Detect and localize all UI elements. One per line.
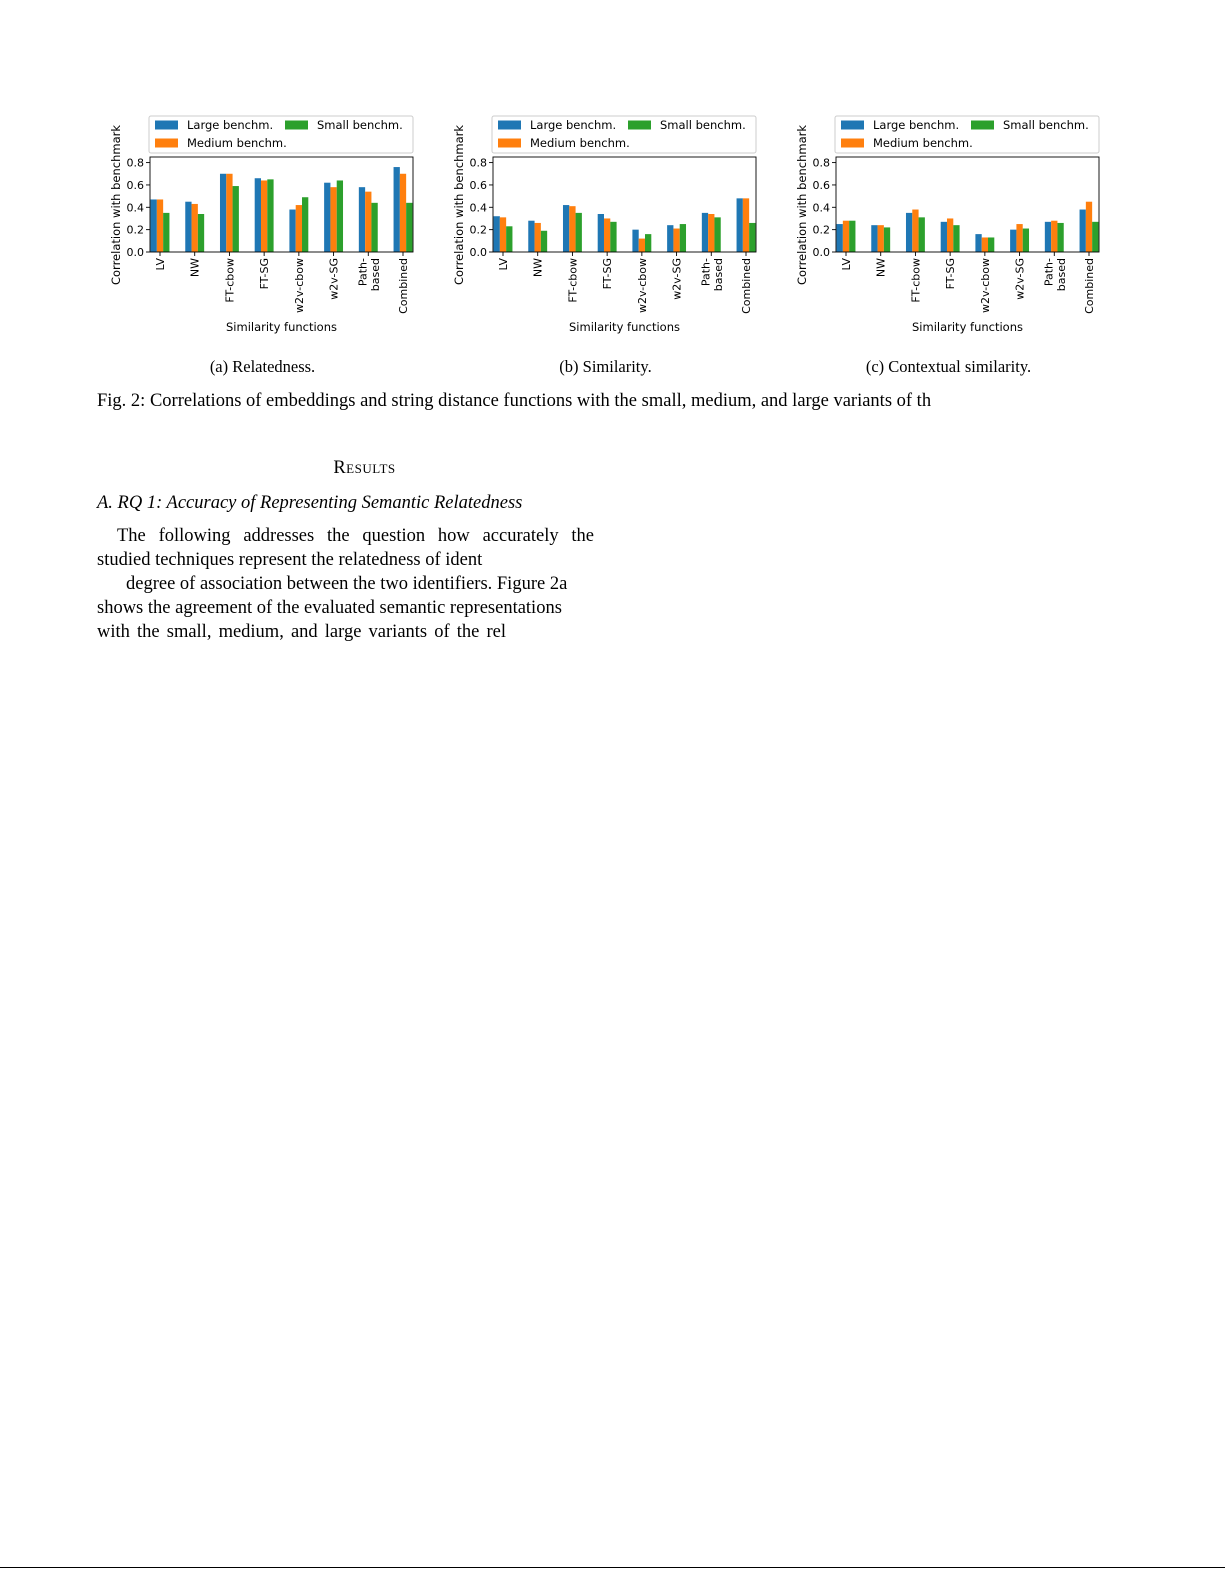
- bar-medium-benchm-lv: [843, 221, 849, 252]
- page-bottom-rule: [0, 1567, 1225, 1568]
- bar-medium-benchm-w2v-sg: [673, 229, 679, 252]
- bar-medium-benchm-ft-sg: [261, 180, 267, 252]
- x-tick-label-lv: [154, 258, 167, 271]
- legend-swatch-medium-benchm: [498, 139, 521, 148]
- paragraph-line: degree of association between the two identifiers. Figure 2a: [126, 574, 568, 594]
- legend-label-medium-benchm: Medium benchm.: [530, 136, 630, 150]
- bar-large-benchm-lv: [837, 224, 843, 252]
- x-tick-label-w2v-cbow: [636, 258, 649, 313]
- x-tick-label-line: Path-: [356, 258, 370, 287]
- legend-label-medium-benchm: Medium benchm.: [873, 136, 973, 150]
- x-tick-label-line: w2v-SG: [327, 258, 341, 300]
- bar-small-benchm-path-based: [371, 203, 377, 252]
- bar-medium-benchm-path-based: [708, 214, 714, 252]
- y-tick-label: 0.8: [126, 156, 144, 170]
- bar-large-benchm-ft-cbow: [563, 205, 569, 252]
- x-tick-label-line: FT-SG: [944, 258, 958, 290]
- legend-swatch-medium-benchm: [841, 139, 864, 148]
- x-tick-label-line: Combined: [1083, 258, 1096, 314]
- bar-medium-benchm-w2v-cbow: [982, 237, 988, 252]
- bar-small-benchm-path-based: [1057, 223, 1063, 252]
- paragraph-line: shows the agreement of the evaluated semantic representations: [97, 598, 562, 618]
- chart-relatedness-svg: [108, 110, 453, 342]
- bar-medium-benchm-ft-cbow: [912, 210, 918, 252]
- x-tick-label-line: LV: [840, 258, 853, 271]
- legend: [149, 116, 413, 153]
- x-tick-label-ft-sg: [601, 258, 614, 289]
- bar-small-benchm-lv: [849, 221, 855, 252]
- bar-small-benchm-nw: [541, 231, 547, 252]
- x-tick-label-w2v-cbow: [979, 258, 992, 313]
- bar-medium-benchm-w2v-sg: [330, 187, 336, 252]
- bar-large-benchm-w2v-cbow: [632, 230, 638, 252]
- x-tick-label-line: based: [368, 258, 382, 292]
- bar-small-benchm-ft-sg: [610, 222, 616, 252]
- bar-small-benchm-nw: [198, 214, 204, 252]
- bar-medium-benchm-ft-sg: [947, 218, 953, 252]
- bar-small-benchm-ft-sg: [953, 225, 959, 252]
- bar-large-benchm-path-based: [359, 187, 365, 252]
- legend-label-large-benchm: Large benchm.: [187, 118, 274, 132]
- legend-swatch-small-benchm: [971, 121, 994, 130]
- bar-small-benchm-ft-cbow: [233, 186, 239, 252]
- y-tick-label: 0.4: [469, 201, 487, 215]
- bar-small-benchm-w2v-sg: [337, 180, 343, 252]
- bar-small-benchm-ft-sg: [267, 179, 273, 252]
- bar-large-benchm-w2v-sg: [324, 183, 330, 252]
- x-tick-label-line: FT-SG: [601, 258, 615, 290]
- bar-large-benchm-ft-sg: [255, 178, 261, 252]
- legend-swatch-medium-benchm: [155, 139, 178, 148]
- y-tick-label: 0.4: [812, 201, 830, 215]
- bar-small-benchm-combined: [406, 203, 412, 252]
- bar-large-benchm-ft-sg: [598, 214, 604, 252]
- bar-medium-benchm-combined: [743, 198, 749, 252]
- paragraph-line: with the small, medium, and large variants of the rel: [97, 622, 507, 642]
- bar-small-benchm-w2v-cbow: [645, 234, 651, 252]
- bar-small-benchm-combined: [749, 223, 755, 252]
- bar-large-benchm-lv: [151, 199, 157, 252]
- chart-contextual-similarity-svg: [794, 110, 1139, 342]
- x-tick-label-combined: [397, 258, 410, 314]
- bar-small-benchm-w2v-cbow: [302, 197, 308, 252]
- legend-swatch-large-benchm: [155, 121, 178, 130]
- x-tick-label-ft-cbow: [909, 258, 922, 303]
- bar-large-benchm-w2v-sg: [667, 225, 673, 252]
- bar-small-benchm-combined: [1092, 222, 1098, 252]
- y-tick-label: 0.2: [469, 223, 487, 237]
- x-tick-label-nw: [189, 258, 202, 277]
- x-tick-label-line: w2v-SG: [670, 258, 684, 300]
- subcaption-relatedness: (a) Relatedness.: [209, 357, 316, 376]
- bar-medium-benchm-ft-cbow: [569, 206, 575, 252]
- x-tick-label-line: NW: [188, 258, 202, 278]
- legend-swatch-small-benchm: [628, 121, 651, 130]
- bar-medium-benchm-path-based: [365, 192, 371, 252]
- x-tick-label-line: based: [1054, 258, 1068, 292]
- bar-small-benchm-nw: [884, 227, 890, 252]
- bar-medium-benchm-nw: [192, 204, 198, 252]
- legend-swatch-large-benchm: [498, 121, 521, 130]
- bar-medium-benchm-nw: [535, 223, 541, 252]
- chart-similarity-svg: [451, 110, 796, 342]
- y-tick-label: 0.8: [469, 156, 487, 170]
- x-tick-label-lv: [840, 258, 853, 271]
- paragraph-line: The following addresses the question how accurately the: [117, 526, 594, 546]
- chart-similarity: [451, 110, 796, 342]
- x-tick-label-combined: [740, 258, 753, 314]
- bar-large-benchm-combined: [737, 198, 743, 252]
- bar-large-benchm-ft-cbow: [906, 213, 912, 252]
- legend-swatch-small-benchm: [285, 121, 308, 130]
- x-axis-label: Similarity functions: [912, 320, 1023, 334]
- x-tick-label-path-based: [1042, 258, 1068, 291]
- y-axis-label: Correlation with benchmark: [795, 124, 809, 286]
- legend-label-small-benchm: Small benchm.: [317, 118, 403, 132]
- bar-small-benchm-w2v-cbow: [988, 237, 994, 252]
- bar-medium-benchm-nw: [878, 225, 884, 252]
- bar-large-benchm-w2v-cbow: [289, 210, 295, 252]
- bar-large-benchm-path-based: [1045, 222, 1051, 252]
- x-tick-label-ft-sg: [944, 258, 957, 289]
- figure-caption: Fig. 2: Correlations of embeddings and string distance functions with the small, medium, and large variants of th: [97, 391, 932, 411]
- bar-large-benchm-w2v-sg: [1010, 230, 1016, 252]
- legend-label-large-benchm: Large benchm.: [873, 118, 960, 132]
- y-tick-label: 0.8: [812, 156, 830, 170]
- x-tick-label-line: w2v-cbow: [635, 258, 649, 313]
- x-tick-label-nw: [875, 258, 888, 277]
- x-tick-label-w2v-sg: [1014, 258, 1027, 300]
- x-tick-label-line: w2v-SG: [1013, 258, 1027, 300]
- bar-medium-benchm-lv: [157, 199, 163, 252]
- bar-medium-benchm-ft-cbow: [226, 174, 232, 252]
- x-tick-label-w2v-sg: [671, 258, 684, 300]
- legend-label-small-benchm: Small benchm.: [660, 118, 746, 132]
- x-axis-label: Similarity functions: [569, 320, 680, 334]
- bar-small-benchm-lv: [163, 213, 169, 252]
- y-tick-label: 0.6: [126, 178, 144, 192]
- bar-medium-benchm-lv: [500, 217, 506, 252]
- legend: [492, 116, 756, 153]
- bar-medium-benchm-ft-sg: [604, 218, 610, 252]
- x-tick-label-line: w2v-cbow: [978, 258, 992, 313]
- x-tick-label-line: based: [711, 258, 725, 292]
- x-tick-label-w2v-cbow: [293, 258, 306, 313]
- subcaption-similarity: (b) Similarity.: [559, 357, 652, 376]
- legend: [835, 116, 1099, 153]
- bar-medium-benchm-w2v-cbow: [639, 239, 645, 252]
- y-tick-label: 0.0: [469, 246, 487, 259]
- bar-large-benchm-nw: [185, 202, 191, 252]
- bar-large-benchm-ft-sg: [941, 222, 947, 252]
- bar-large-benchm-path-based: [702, 213, 708, 252]
- x-tick-label-line: LV: [497, 258, 510, 271]
- y-tick-label: 0.0: [126, 246, 144, 259]
- x-tick-label-combined: [1083, 258, 1096, 314]
- x-tick-label-line: w2v-cbow: [292, 258, 306, 313]
- y-tick-label: 0.2: [126, 223, 144, 237]
- x-tick-label-line: LV: [154, 258, 167, 271]
- x-axis-label: Similarity functions: [226, 320, 337, 334]
- bar-medium-benchm-combined: [400, 174, 406, 252]
- subsection-title: A. RQ 1: Accuracy of Representing Semantic Relatedness: [97, 493, 523, 513]
- legend-swatch-large-benchm: [841, 121, 864, 130]
- bar-large-benchm-nw: [528, 221, 534, 252]
- x-tick-label-ft-sg: [258, 258, 271, 289]
- paragraph-line: studied techniques represent the relatedness of ident: [97, 550, 483, 570]
- bar-medium-benchm-w2v-cbow: [296, 205, 302, 252]
- bar-large-benchm-nw: [871, 225, 877, 252]
- bar-medium-benchm-path-based: [1051, 221, 1057, 252]
- bar-medium-benchm-w2v-sg: [1016, 224, 1022, 252]
- y-tick-label: 0.2: [812, 223, 830, 237]
- bar-small-benchm-w2v-sg: [680, 224, 686, 252]
- bar-large-benchm-w2v-cbow: [975, 234, 981, 252]
- y-tick-label: 0.6: [812, 178, 830, 192]
- y-tick-label: 0.4: [126, 201, 144, 215]
- x-tick-label-path-based: [356, 258, 382, 291]
- bar-small-benchm-ft-cbow: [576, 213, 582, 252]
- x-tick-label-line: Path-: [699, 258, 713, 287]
- bar-large-benchm-ft-cbow: [220, 174, 226, 252]
- section-title: Results: [333, 458, 396, 478]
- bar-large-benchm-combined: [394, 167, 400, 252]
- legend-label-small-benchm: Small benchm.: [1003, 118, 1089, 132]
- x-tick-label-ft-cbow: [223, 258, 236, 303]
- x-tick-label-path-based: [699, 258, 725, 291]
- bar-large-benchm-combined: [1080, 210, 1086, 252]
- x-tick-label-line: NW: [874, 258, 888, 278]
- x-tick-label-line: FT-cbow: [566, 258, 580, 303]
- bar-small-benchm-lv: [506, 226, 512, 252]
- x-tick-label-line: NW: [531, 258, 545, 278]
- x-tick-label-lv: [497, 258, 510, 271]
- x-tick-label-line: Path-: [1042, 258, 1056, 287]
- bar-medium-benchm-combined: [1086, 202, 1092, 252]
- bar-small-benchm-w2v-sg: [1023, 229, 1029, 252]
- x-tick-label-line: FT-SG: [258, 258, 272, 290]
- x-tick-label-line: Combined: [397, 258, 410, 314]
- x-tick-label-line: Combined: [740, 258, 753, 314]
- chart-contextual-similarity: [794, 110, 1139, 342]
- chart-relatedness: [108, 110, 453, 342]
- y-tick-label: 0.0: [812, 246, 830, 259]
- x-tick-label-ft-cbow: [566, 258, 579, 303]
- x-tick-label-w2v-sg: [328, 258, 341, 300]
- bar-small-benchm-ft-cbow: [919, 217, 925, 252]
- y-axis-label: Correlation with benchmark: [452, 124, 466, 286]
- x-tick-label-line: FT-cbow: [223, 258, 237, 303]
- bar-large-benchm-lv: [494, 216, 500, 252]
- y-axis-label: Correlation with benchmark: [109, 124, 123, 286]
- legend-label-large-benchm: Large benchm.: [530, 118, 617, 132]
- x-tick-label-line: FT-cbow: [909, 258, 923, 303]
- x-tick-label-nw: [532, 258, 545, 277]
- legend-label-medium-benchm: Medium benchm.: [187, 136, 287, 150]
- subcaption-contextual-similarity: (c) Contextual similarity.: [865, 357, 1032, 376]
- y-tick-label: 0.6: [469, 178, 487, 192]
- bar-small-benchm-path-based: [714, 217, 720, 252]
